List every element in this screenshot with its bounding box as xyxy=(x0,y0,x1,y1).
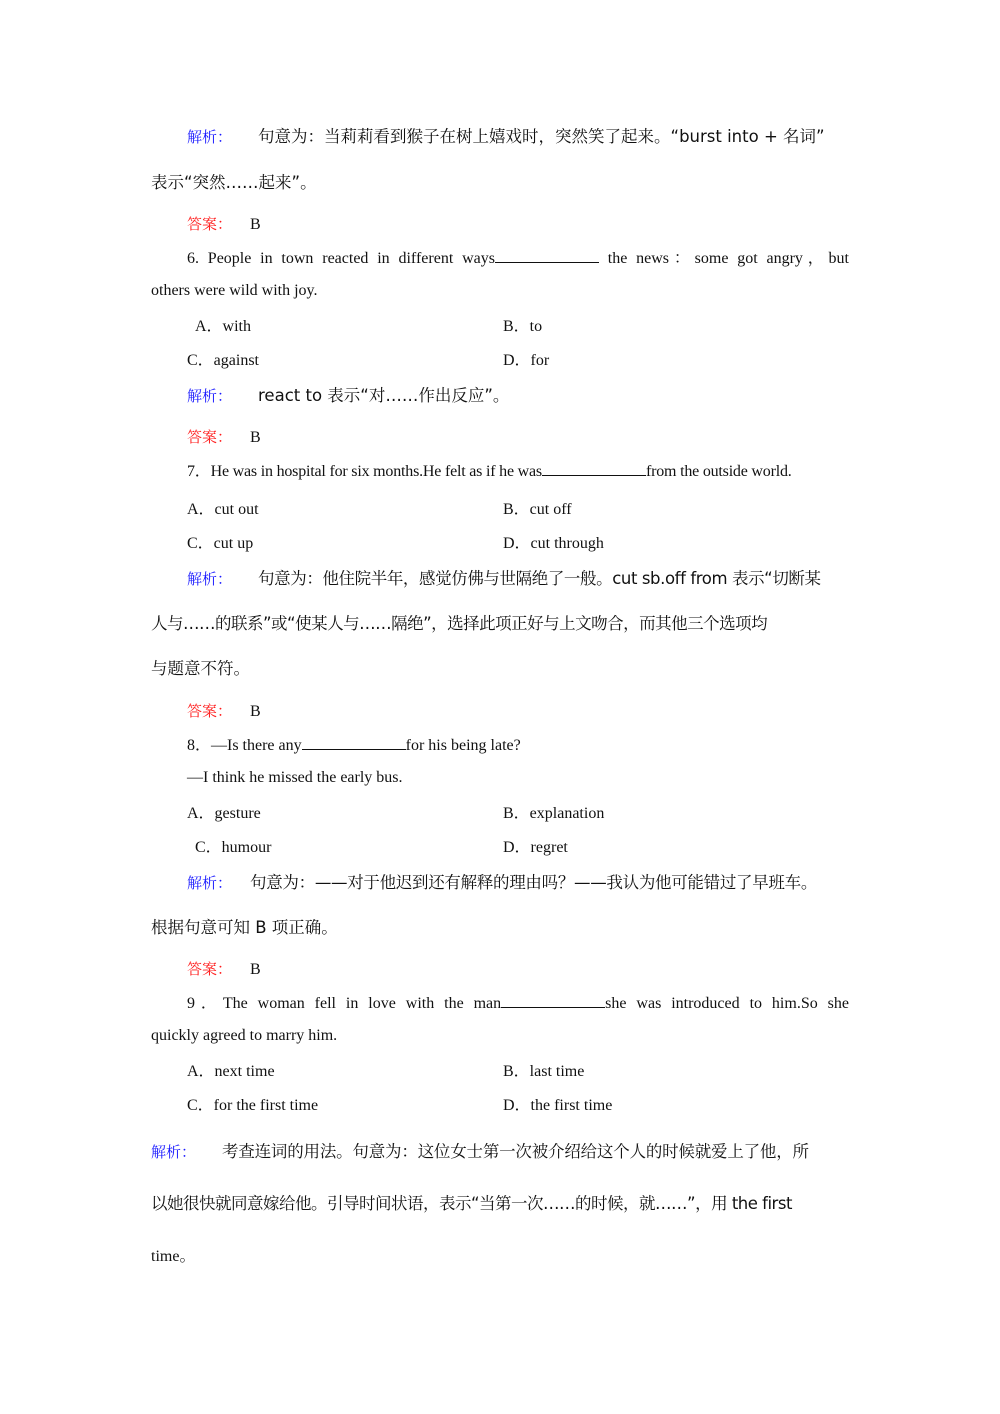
stem-text: 7．He was in hospital for six months.He felt as if he was xyxy=(187,463,542,480)
q6-option-c: C．against xyxy=(187,352,259,369)
q7-stem xyxy=(187,461,792,482)
q6-answer xyxy=(187,427,261,448)
analysis-text: 句意为：他住院半年，感觉仿佛与世隔绝了一般。cut sb.off from 表示“切断某 xyxy=(258,569,821,588)
analysis-text: 考查连词的用法。句意为：这位女士第一次被介绍给这个人的时候就爱上了他，所 xyxy=(222,1142,809,1161)
stem-text: from the outside world. xyxy=(645,463,792,480)
answer-value: B xyxy=(250,703,261,720)
q7-option-d: D．cut through xyxy=(503,535,604,552)
analysis-label: 解析： xyxy=(187,570,233,588)
answer-label: 答案： xyxy=(187,702,233,720)
stem-text: the news：some got angry，but xyxy=(598,250,849,267)
q9-stem-line2: quickly agreed to marry him. xyxy=(151,1027,338,1044)
q8-stem-line2: —I think he missed the early bus. xyxy=(187,769,403,786)
q8-option-d: D．regret xyxy=(503,839,568,856)
q9-option-c: C．for the first time xyxy=(187,1097,319,1114)
analysis-text: react to 表示“对……作出反应”。 xyxy=(258,386,510,405)
q9-analysis-line2: 以她很快就同意嫁给他。引导时间状语，表示“当第一次……的时候，就……”，用 the first xyxy=(151,1194,792,1213)
answer-blank xyxy=(501,993,605,1008)
q6-option-b: B．to xyxy=(503,318,543,335)
stem-text: 8．—Is there any xyxy=(187,737,302,754)
analysis-text: 句意为：——对于他迟到还有解释的理由吗？——我认为他可能错过了早班车。 xyxy=(250,873,818,892)
q6-stem-line2: others were wild with joy. xyxy=(151,282,318,299)
answer-blank xyxy=(542,461,646,476)
q8-option-b: B．explanation xyxy=(503,805,605,822)
q7-option-a: A．cut out xyxy=(187,501,259,518)
analysis-label: 解析： xyxy=(187,874,233,892)
answer-blank xyxy=(302,735,406,750)
q7-analysis-line2: 人与……的联系”或“使某人与……隔绝”，选择此项正好与上文吻合，而其他三个选项均 xyxy=(151,614,768,633)
answer-value: B xyxy=(250,961,261,978)
q9-option-a: A．next time xyxy=(187,1063,275,1080)
answer-label: 答案： xyxy=(187,960,233,978)
q6-analysis xyxy=(187,386,509,407)
q7-analysis-line3: 与题意不符。 xyxy=(151,659,250,678)
q8-option-c: C．humour xyxy=(195,839,272,856)
q8-stem-line1 xyxy=(187,735,521,756)
q7-answer xyxy=(187,701,261,722)
q8-analysis-line2: 根据句意可知 B 项正确。 xyxy=(151,918,338,937)
q9-analysis-line3: time。 xyxy=(151,1248,196,1265)
answer-label: 答案： xyxy=(187,428,233,446)
q6-stem-line1 xyxy=(151,248,849,269)
stem-text: she was introduced to him.So she xyxy=(605,995,849,1012)
analysis-label: 解析： xyxy=(187,387,233,405)
stem-text: 6. People in town reacted in different ways xyxy=(187,250,495,267)
q6-option-d: D．for xyxy=(503,352,550,369)
analysis-label: 解析： xyxy=(151,1143,197,1161)
q9-analysis-line1 xyxy=(151,1142,809,1163)
q9-stem-line1 xyxy=(151,993,849,1014)
answer-value: B xyxy=(250,216,261,233)
q5-answer xyxy=(187,214,261,235)
analysis-text: 句意为：当莉莉看到猴子在树上嬉戏时，突然笑了起来。“burst into + 名词” xyxy=(258,127,825,146)
q5-analysis-line1 xyxy=(187,127,825,148)
q8-analysis-line1 xyxy=(187,873,817,894)
q9-option-b: B．last time xyxy=(503,1063,585,1080)
answer-label: 答案： xyxy=(187,215,233,233)
q9-option-d: D．the first time xyxy=(503,1097,613,1114)
q6-option-a: A．with xyxy=(195,318,252,335)
answer-blank xyxy=(495,248,599,263)
q8-option-a: A．gesture xyxy=(187,805,261,822)
q5-analysis-line2: 表示“突然……起来”。 xyxy=(151,173,317,192)
q8-answer xyxy=(187,959,261,980)
q7-analysis-line1 xyxy=(187,569,821,590)
answer-value: B xyxy=(250,429,261,446)
stem-text: for his being late? xyxy=(405,737,521,754)
analysis-label: 解析： xyxy=(187,128,233,146)
stem-text: 9．The woman fell in love with the man xyxy=(187,995,502,1012)
q7-option-b: B．cut off xyxy=(503,501,572,518)
q7-option-c: C．cut up xyxy=(187,535,254,552)
